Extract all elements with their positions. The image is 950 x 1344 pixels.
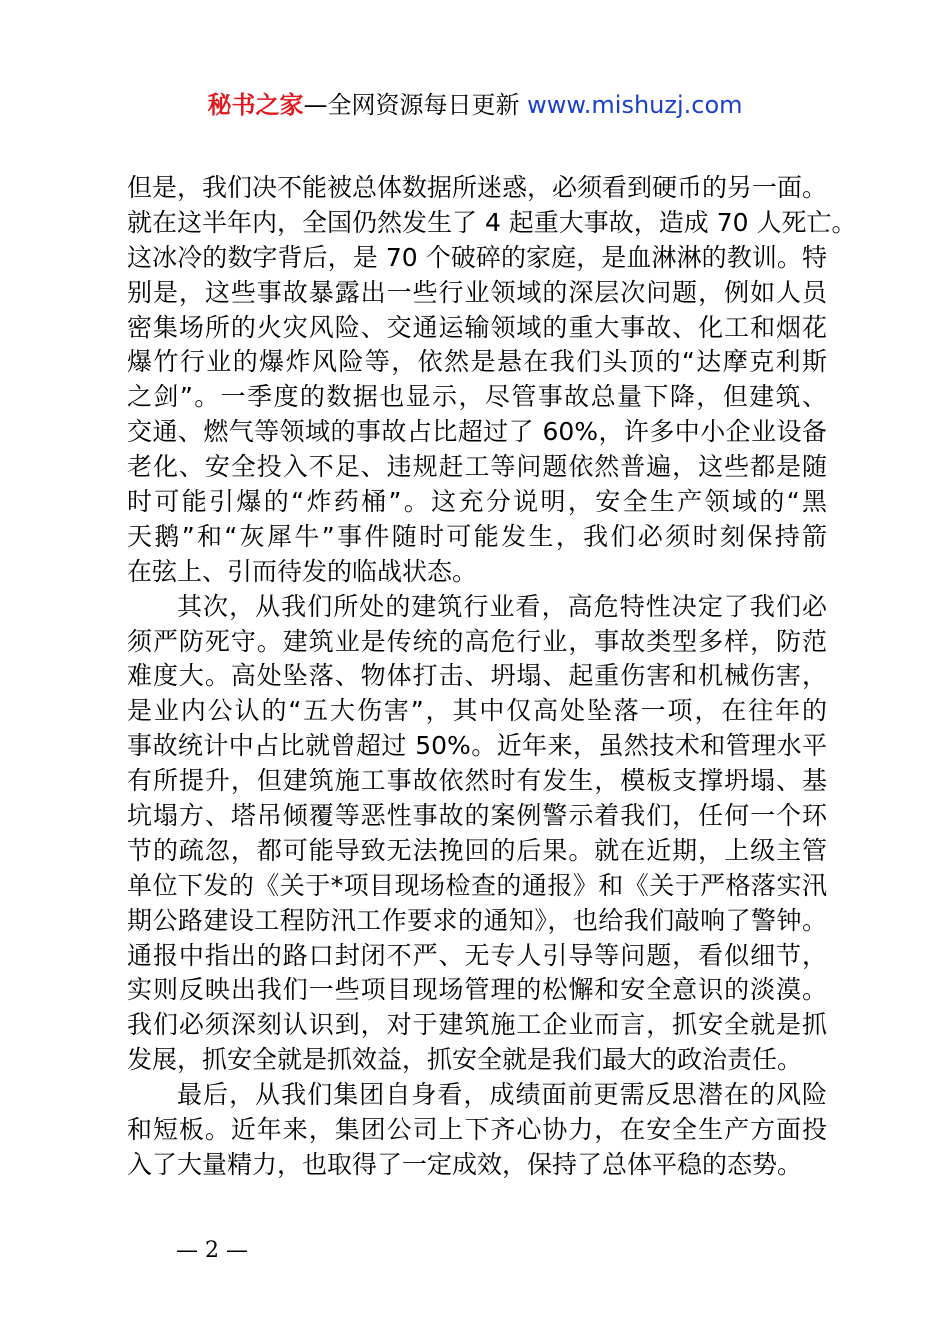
paragraph-1 bbox=[127, 171, 857, 590]
text-line: 在弦上、引而待发的临战状态。 bbox=[127, 556, 478, 586]
text-line: 实则反映出我们一些项目现场管理的松懈和安全意识的淡漠。 bbox=[127, 975, 827, 1005]
text-line: 最后，从我们集团自身看，成绩面前更需反思潜在的风险 bbox=[177, 1080, 827, 1110]
text-line: 天鹅”和“灰犀牛”事件随时可能发生，我们必须时刻保持箭 bbox=[127, 521, 827, 551]
text-line: 别是，这些事故暴露出一些行业领域的深层次问题，例如人员 bbox=[127, 277, 827, 307]
text-line: 交通、燃气等领域的事故占比超过了 60%，许多中小企业设备 bbox=[127, 417, 827, 447]
text-line: 密集场所的火灾风险、交通运输领域的重大事故、化工和烟花 bbox=[127, 312, 827, 342]
text-line: 是业内公认的“五大伤害”，其中仅高处坠落一项，在往年的 bbox=[127, 696, 827, 726]
page-number: — 2 — bbox=[176, 1238, 248, 1263]
text-line: 这冰冷的数字背后，是 70 个破碎的家庭，是血淋淋的教训。特 bbox=[127, 242, 827, 272]
text-line: 难度大。高处坠落、物体打击、坍塌、起重伤害和机械伤害， bbox=[127, 661, 827, 691]
text-line: 之剑”。一季度的数据也显示，尽管事故总量下降，但建筑、 bbox=[127, 382, 827, 412]
text-line: 坑塌方、塔吊倾覆等恶性事故的案例警示着我们，任何一个环 bbox=[127, 801, 827, 831]
paragraph-3 bbox=[127, 1078, 827, 1183]
text-line: 老化、安全投入不足、违规赶工等问题依然普遍，这些都是随 bbox=[127, 452, 827, 482]
text-line: 发展，抓安全就是抓效益，抓安全就是我们最大的政治责任。 bbox=[127, 1045, 803, 1075]
text-line: 我们必须深刻认识到，对于建筑施工企业而言，抓安全就是抓 bbox=[127, 1010, 827, 1040]
text-line: 有所提升，但建筑施工事故依然时有发生，模板支撑坍塌、基 bbox=[127, 766, 827, 796]
body-text bbox=[127, 171, 857, 1183]
text-line: 时可能引爆的“炸药桶”。这充分说明，安全生产领域的“黑 bbox=[127, 487, 827, 517]
site-url-link[interactable]: www.mishuzj.com bbox=[527, 91, 743, 119]
text-line: 节的疏忽，都可能导致无法挽回的后果。就在近期，上级主管 bbox=[127, 835, 827, 865]
text-line: 事故统计中占比就曾超过 50%。近年来，虽然技术和管理水平 bbox=[127, 731, 827, 761]
text-line: 入了大量精力，也取得了一定成效，保持了总体平稳的态势。 bbox=[127, 1149, 803, 1179]
text-line: 通报中指出的路口封闭不严、无专人引导等问题，看似细节， bbox=[127, 940, 827, 970]
site-brand: 秘书之家 bbox=[207, 91, 304, 119]
text-line: 和短板。近年来，集团公司上下齐心协力，在安全生产方面投 bbox=[127, 1115, 827, 1145]
paragraph-2 bbox=[127, 590, 827, 1078]
text-line: 就在这半年内，全国仍然发生了 4 起重大事故，造成 70 人死亡。 bbox=[127, 207, 857, 237]
text-line: 但是，我们决不能被总体数据所迷惑，必须看到硬币的另一面。 bbox=[127, 173, 828, 202]
text-line: 单位下发的《关于*项目现场检查的通报》和《关于严格落实汛 bbox=[127, 870, 827, 900]
text-line: 期公路建设工程防汛工作要求的通知》，也给我们敲响了警钟。 bbox=[127, 905, 827, 935]
site-header bbox=[0, 88, 950, 122]
text-line: 须严防死守。建筑业是传统的高危行业，事故类型多样，防范 bbox=[127, 626, 827, 656]
site-tagline: —全网资源每日更新 bbox=[303, 91, 528, 119]
text-line: 爆竹行业的爆炸风险等，依然是悬在我们头顶的“达摩克利斯 bbox=[127, 347, 827, 377]
text-line: 其次，从我们所处的建筑行业看，高危特性决定了我们必 bbox=[177, 591, 827, 621]
